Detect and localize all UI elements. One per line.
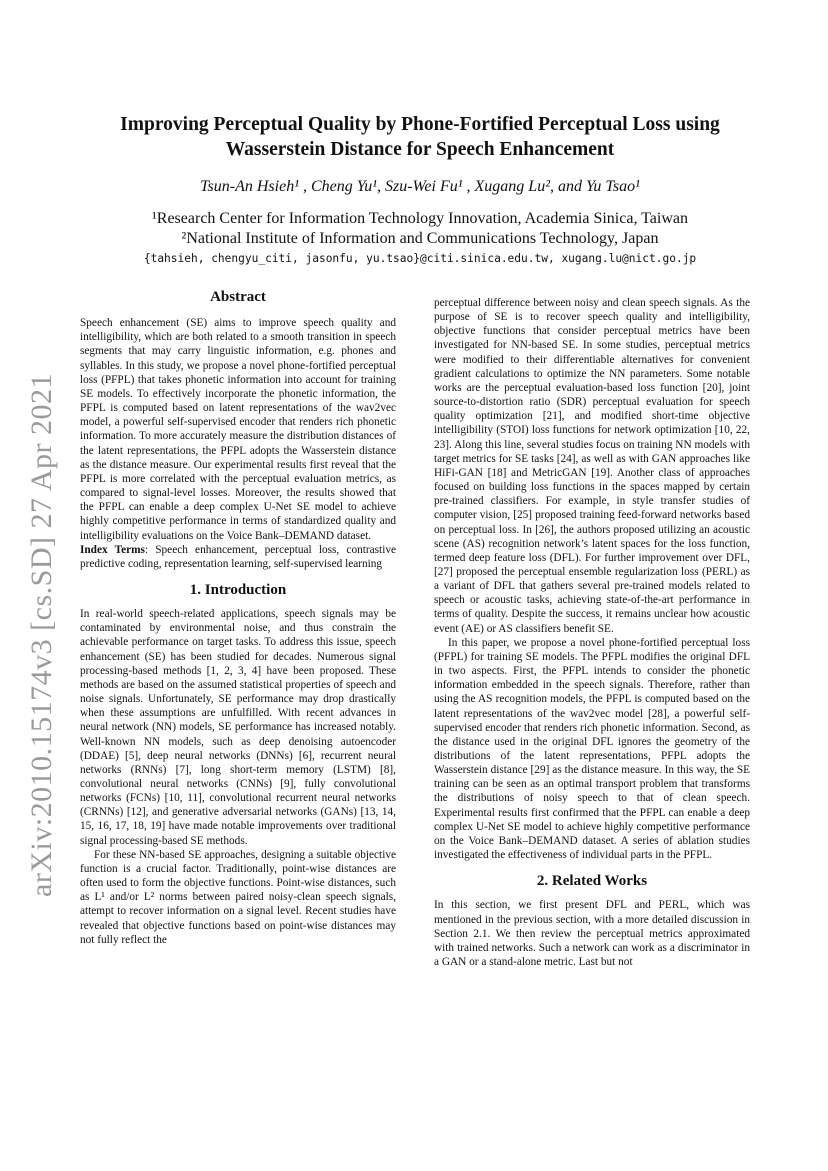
related-works-heading: 2. Related Works bbox=[536, 873, 648, 890]
abstract-text: Speech enhancement (SE) aims to improve speech quality and intelligibility, which are both related to a smooth transition in speech segments that may carry linguistic information, e.g. phones and syllables. In this study, we propose a novel phone-fortified perceptual loss (PFPL) that takes phonetic information into account for training SE models. To effectively incorporate the phonetic information, the PFPL is computed based on latent representations of the wav2vec model, a powerful self-supervised encoder that renders rich phonetic information. To more accurately measure the distribution distances of the latent representations, the PFPL adopts the Wasserstein distance as the distance measure. Our experimental results first reveal that the PFPL is more correlated with the perceptual evaluation metrics, as compared to signal-level losses. Moreover, the results showed that the PFPL can enable a deep complex U-Net SE model to achieve highly competitive performance in terms of standardized quality and intelligibility evaluations on the Voice Bank–DEMAND dataset. bbox=[80, 317, 396, 542]
affiliation-1: ¹Research Center for Information Technology Innovation, Academia Sinica, Taiwan bbox=[151, 210, 689, 227]
right-column bbox=[434, 296, 750, 969]
affiliation-2: ²National Institute of Information and Communications Technology, Japan bbox=[181, 230, 659, 247]
arxiv-id: arXiv:2010.15174v3 [cs.SD] 27 Apr 2021 bbox=[25, 373, 58, 897]
author-list: Tsun-An Hsieh¹ , Cheng Yu¹, Szu-Wei Fu¹ , Xugang Lu², and Yu Tsao¹ bbox=[200, 178, 640, 195]
author-emails: {tahsieh, chengyu_citi, jasonfu, yu.tsao}@citi.sinica.edu.tw, xugang.lu@nict.go.jp bbox=[143, 252, 697, 265]
intro-paragraph-1: In real-world speech-related applications, speech signals may be contaminated by environmental noise, and thus constrain the achievable performance on target tasks. To address this issue, speech enhancement (SE) has been studied for decades. Numerous signal processing-based methods [1, 2, 3, 4] have been proposed. These methods are based on the assumed statistical properties of speech and noise signals. Unfortunately, SE performance may drop drastically when these assumptions are unfulfilled. With recent advances in neural network (NN) models, SE performance has increased notably. Well-known NN models, such as deep denoising autoencoder (DDAE) [5], deep neural networks (DNNs) [6], recurrent neural networks (RNNs) [7], long short-term memory (LSTM) [8], convolutional neural networks (CNNs) [9], fully convolutional networks (FCNs) [10, 11], convolutional recurrent neural networks (CRNNs) [12], and generative adversarial networks (GANs) [13, 14, 15, 16, 17, 18, 19] have made notable improvements over traditional signal processing-based SE methods. bbox=[80, 608, 396, 847]
index-terms bbox=[80, 543, 396, 571]
intro-paragraph-4: In this paper, we propose a novel phone-fortified perceptual loss (PFPL) for training SE models. The PFPL modifies the original DFL in two aspects. First, the PFPL intends to consider the phonetic information embedded in the speech signals. Therefore, rather than using the AS recognition models, the PFPL is computed based on the latent representations of the wav2vec model [28], a powerful self-supervised encoder that renders rich phonetic information. Second, as the distance used in the original DFL ignores the geometry of the distributions of the latent representations, PFPL adopts the Wasserstein distance [29] as the distance measure. In this way, the SE training can be seen as an optimal transport problem that transforms the distributions of noisy speech to that of clean speech. Experimental results first confirmed that the PFPL can enable a deep complex U-Net SE model to achieve highly competitive performance on the Voice Bank–DEMAND dataset. A series of ablation studies investigated the effectiveness of individual parts in the PFPL. bbox=[434, 636, 750, 862]
left-column bbox=[80, 290, 396, 947]
intro-heading: 1. Introduction bbox=[189, 581, 287, 598]
arxiv-stamp bbox=[22, 370, 62, 900]
intro-paragraph-3: perceptual difference between noisy and clean speech signals. As the purpose of SE is to recover speech quality and intelligibility, objective functions that consider perceptual metrics have been investigated for NN-based SE. In some studies, perceptual metrics were modified to their differentiable alternatives for convenient gradient calculations to optimize the NN parameters. Some notable works are the perceptual evaluation-based loss function [20], joint source-to-distortion ratio (SDR) perceptual evaluation for speech quality optimization [21], and modified short-time objective intelligibility (STOI) loss functions for network optimization [10, 22, 23]. Along this line, several studies focus on training NN models with target metrics for SE tasks [24], as well as with GAN approaches like HiFi-GAN [18] and MetricGAN [19]. Another class of approaches focused on building loss functions in the spaces mapped by certain pre-trained classifiers. For example, in style transfer studies of computer vision, [25] proposed training feed-forward networks based on perceptual loss. In [26], the authors proposed utilizing an acoustic scene (AS) recognition network’s latent spaces for the loss function, termed deep feature loss (DFL). For further improvement over DFL, [27] proposed the perceptual ensemble regularization loss (PERL) as a variant of DFL that gathers several pre-trained models related to speech or acoustic tasks, achieving state-of-the-art performance in terms of quality. Despite the success, it remains unclear how acoustic event (AE) or AS classifiers benefit SE. bbox=[434, 297, 750, 635]
related-works-paragraph-1: In this section, we first present DFL and PERL, which was mentioned in the previous section, with a more detailed discussion in Section 2.1. We then review the perceptual metrics approximated with trained networks. Such a network can work as a discriminator in a GAN or a stand-alone metric. Last but not bbox=[434, 899, 750, 969]
paper-title bbox=[90, 112, 750, 162]
index-terms-text: : Speech enhancement, perceptual loss, contrastive predictive coding, representation learning, self-supervised learning bbox=[80, 543, 396, 570]
intro-paragraph-2: For these NN-based SE approaches, designing a suitable objective function is a crucial factor. Traditionally, point-wise distances are often used to form the objective functions. Point-wise distances, such as L¹ and/or L² norms between paired noisy-clean speech signals, attempt to recover information on a signal level. Recent studies have revealed that objective functions based on point-wise distances may not fully reflect the bbox=[80, 848, 396, 946]
title-line-2: Wasserstein Distance for Speech Enhancement bbox=[225, 139, 615, 160]
title-line-1: Improving Perceptual Quality by Phone-Fortified Perceptual Loss using bbox=[120, 114, 720, 135]
index-terms-label: Index Terms bbox=[80, 543, 145, 556]
abstract-heading: Abstract bbox=[210, 289, 266, 305]
